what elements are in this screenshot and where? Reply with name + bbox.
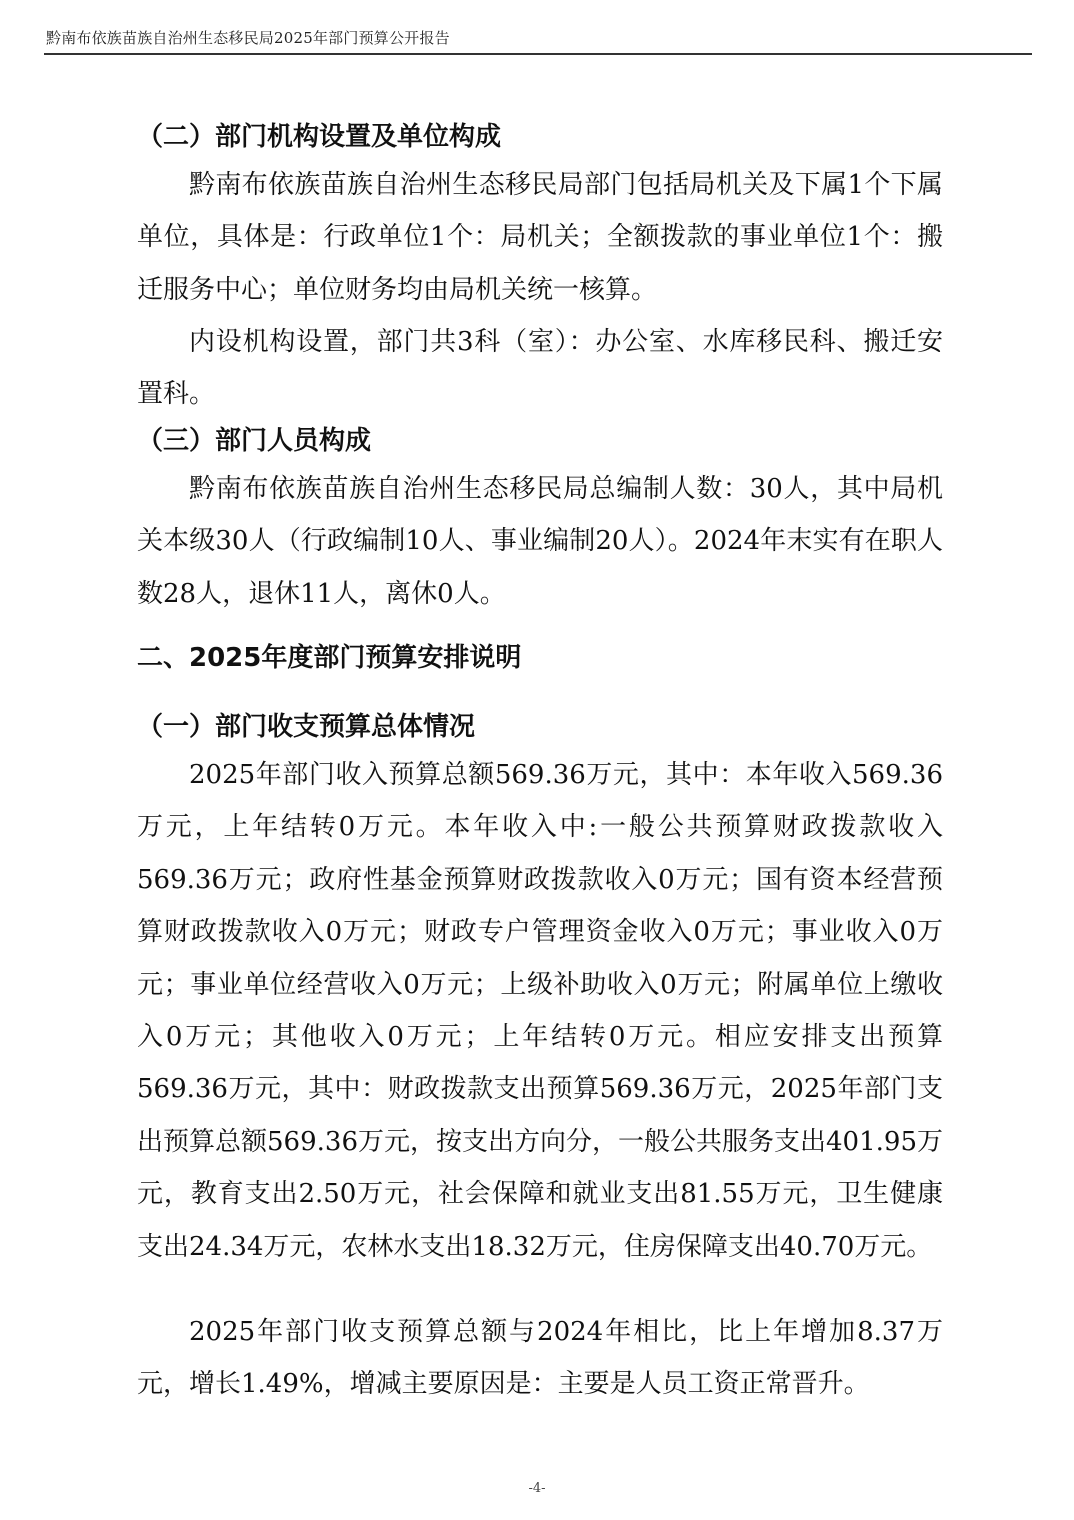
paragraph-budget-comparison: 2025年部门收支预算总额与2024年相比，比上年增加8.37万元，增长1.49%，增减主要原因是：主要是人员工资正常晋升。 <box>137 1317 943 1400</box>
paragraph-internal-offices: 内设机构设置，部门共3科（室）：办公室、水库移民科、搬迁安置科。 <box>137 327 943 410</box>
page-number: -4- <box>528 1481 546 1496</box>
paragraph-staff-count: 黔南布依族苗族自治州生态移民局总编制人数：30人，其中局机关本级30人（行政编制10人、事业编制20人）。2024年末实有在职人数28人，退休11人，离休0人。 <box>137 474 943 609</box>
section-heading-staff: （三）部门人员构成 <box>137 426 372 456</box>
page-header-title: 黔南布依族苗族自治州生态移民局2025年部门预算公开报告 <box>46 29 450 47</box>
section-heading-budget-overview: （一）部门收支预算总体情况 <box>137 712 476 742</box>
paragraph-budget-overview: 2025年部门收入预算总额569.36万元，其中：本年收入569.36万元，上年结转0万元。本年收入中:一般公共预算财政拨款收入569.36万元；政府性基金预算财政拨款收入0万元；国有资本经营预算财政拨款收入0万元；财政专户管理资金收入0万元；事业收入0万元；事业单位经营收入0万元；上级补助收入0万元；附属单位上缴收入0万元；其他收入0万元；上年结转0万元。相应安排支出预算569.36万元，其中：财政拨款支出预算569.36万元，2025年部门支出预算总额569.36万元，按支出方向分，一般公共服务支出401.95万元，教育支出2.50万元，社会保障和就业支出81.55万元，卫生健康支出24.34万元，农林水支出18.32万元，住房保障支出40.70万元。 <box>137 760 943 1262</box>
section-heading-budget: 二、2025年度部门预算安排说明 <box>137 643 522 673</box>
section-heading-org-structure: （二）部门机构设置及单位构成 <box>137 122 502 152</box>
paragraph-org-units: 黔南布依族苗族自治州生态移民局部门包括局机关及下属1个下属单位，具体是：行政单位1个：局机关；全额拨款的事业单位1个：搬迁服务中心；单位财务均由局机关统一核算。 <box>137 170 943 305</box>
header-divider <box>44 53 1032 55</box>
